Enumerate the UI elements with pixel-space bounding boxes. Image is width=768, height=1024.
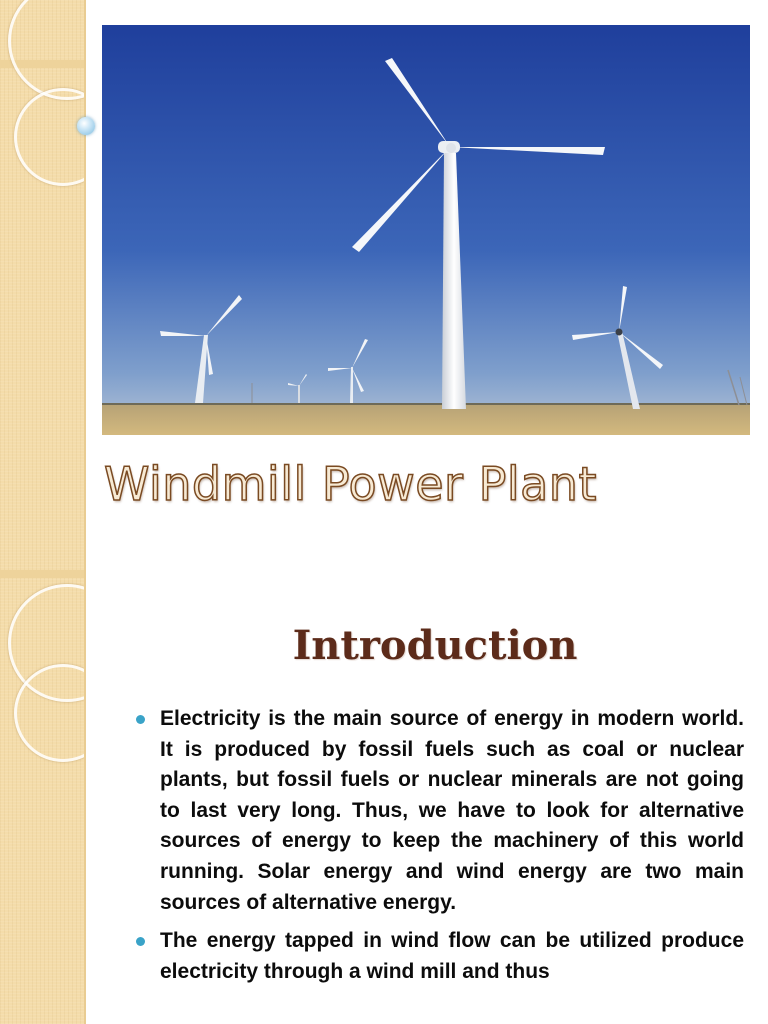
decorative-ring bbox=[8, 0, 86, 100]
ground bbox=[102, 403, 750, 435]
bullet-text: Electricity is the main source of energy in modern world. It is produced by fossil fuels such as coal or nuclear plants, but fossil fuels or nuclear minerals are not going to last very long. Thus, we have to look for alternative sources of energy to keep the machinery of this world running. Solar energy and wind energy are two main sources of alternative energy. bbox=[160, 707, 744, 914]
decorative-orb bbox=[77, 117, 95, 135]
bullet-list bbox=[136, 704, 744, 995]
sidebar-band bbox=[0, 570, 84, 578]
bullet-marker-icon bbox=[136, 715, 145, 724]
bullet-item bbox=[136, 926, 744, 987]
section-heading: Introduction bbox=[292, 622, 578, 669]
bullet-item bbox=[136, 704, 744, 918]
decorative-ring bbox=[14, 88, 86, 186]
wind-turbines-photo bbox=[102, 25, 750, 435]
decorative-sidebar bbox=[0, 0, 86, 1024]
bullet-marker-icon bbox=[136, 937, 145, 946]
slide-title: Windmill Power Plant bbox=[104, 457, 597, 511]
bullet-text: The energy tapped in wind flow can be utilized produce electricity through a wind mill and thus bbox=[160, 929, 744, 983]
